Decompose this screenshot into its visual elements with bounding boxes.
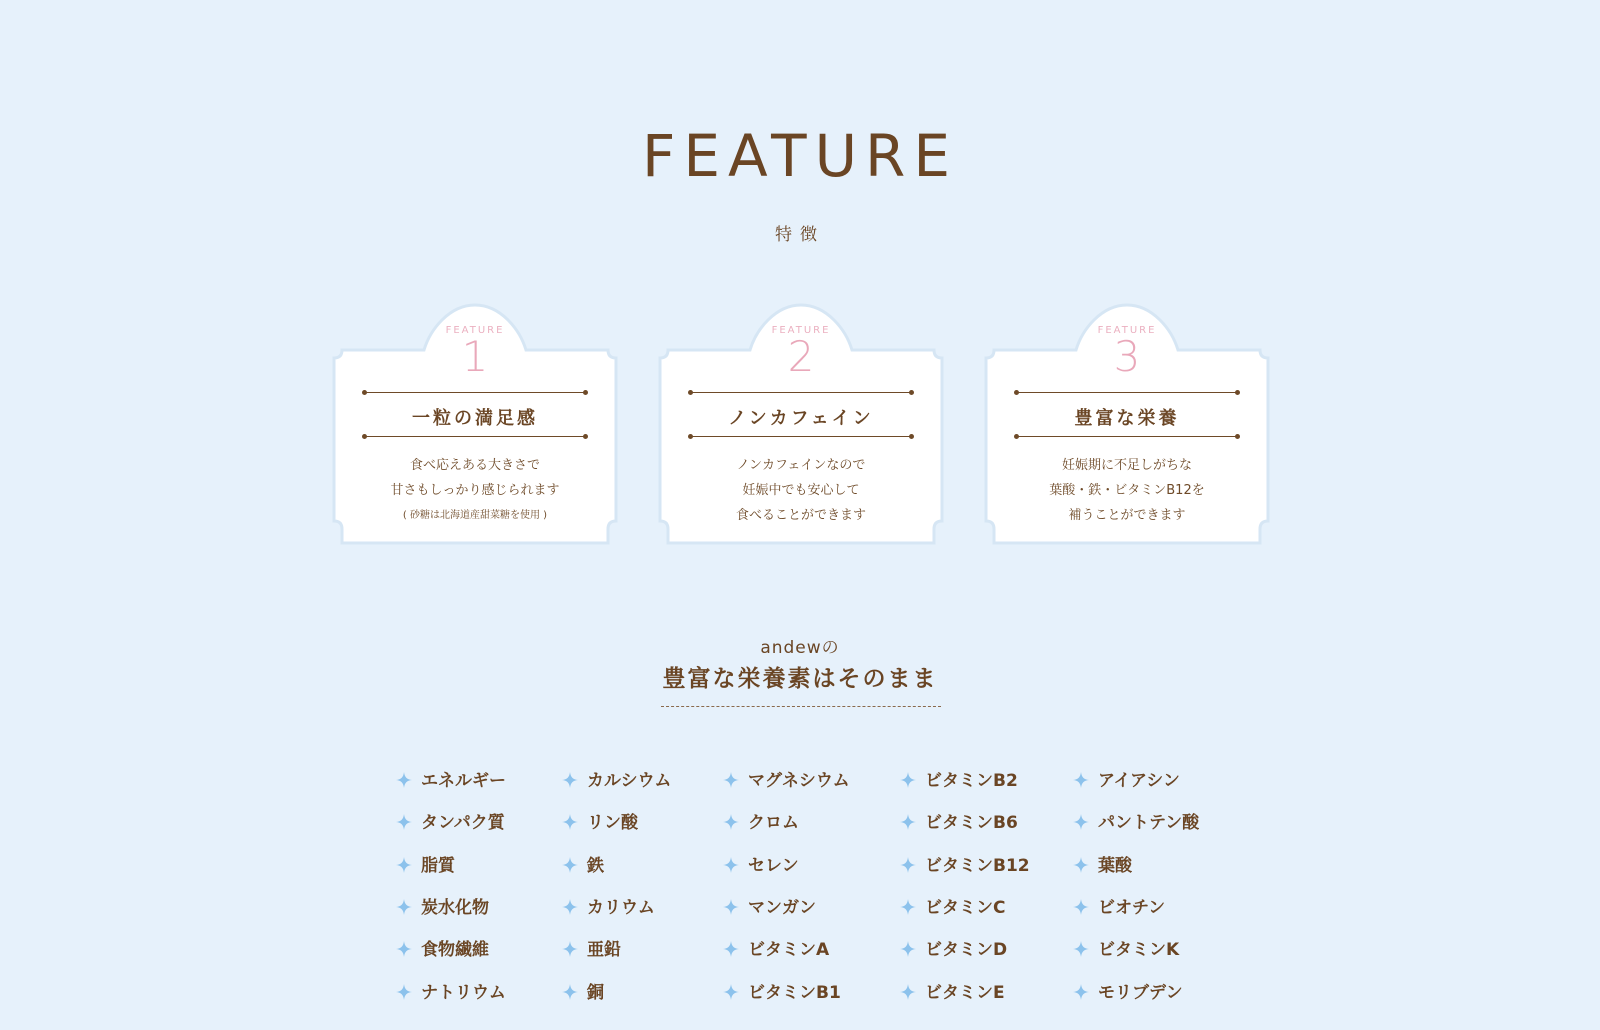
nutrient-item — [900, 896, 1005, 920]
feature-label: FEATURE — [771, 325, 831, 336]
nutrient-label: アイアシン — [1098, 771, 1180, 791]
nutrient-item — [396, 854, 455, 878]
nutrient-item — [723, 769, 850, 793]
nutrient-label: ビタミンK — [1098, 940, 1180, 960]
nutrient-item — [1073, 811, 1199, 835]
dashed-divider — [661, 706, 941, 707]
sparkle-icon — [900, 941, 916, 957]
description-line: 補うことができます — [1068, 508, 1186, 523]
nutrient-label: 亜鉛 — [587, 940, 621, 960]
sparkle-icon — [1073, 857, 1089, 873]
sparkle-icon — [396, 899, 412, 915]
sparkle-icon — [723, 772, 739, 788]
sparkle-icon — [562, 814, 578, 830]
sparkle-icon — [1073, 772, 1089, 788]
nutrient-label: ビタミンD — [925, 940, 1008, 960]
nutrition-heading: 豊富な栄養素はそのまま — [662, 666, 938, 692]
sparkle-icon — [396, 772, 412, 788]
feature-number: 2 — [787, 332, 815, 381]
sparkle-icon — [723, 814, 739, 830]
description-line: ノンカフェインなので — [736, 458, 866, 473]
description-line: 妊娠中でも安心して — [742, 483, 860, 498]
nutrient-item — [562, 769, 671, 793]
divider — [690, 436, 912, 437]
nutrient-item — [900, 854, 1030, 878]
nutrient-label: ビオチン — [1098, 898, 1166, 918]
sparkle-icon — [562, 772, 578, 788]
nutrient-label: 脂質 — [421, 856, 455, 876]
nutrient-item — [562, 981, 604, 1005]
feature-title: 豊富な栄養 — [1074, 408, 1180, 429]
feature-number: 3 — [1113, 332, 1141, 381]
nutrient-label: リン酸 — [587, 813, 638, 833]
nutrient-label: カルシウム — [587, 771, 672, 791]
sparkle-icon — [723, 941, 739, 957]
description-line: 食べ応えある大きさで — [409, 458, 540, 473]
sparkle-icon — [396, 984, 412, 1000]
nutrient-item — [1073, 938, 1179, 962]
sparkle-icon — [900, 772, 916, 788]
nutrient-item — [723, 938, 829, 962]
nutrient-item — [562, 896, 655, 920]
sparkle-icon — [900, 984, 916, 1000]
nutrient-item — [723, 854, 799, 878]
sparkle-icon — [900, 814, 916, 830]
nutrient-label: ビタミンC — [925, 898, 1006, 918]
nutrient-label: ナトリウム — [421, 983, 506, 1003]
nutrient-label: カリウム — [587, 898, 655, 918]
nutrient-label: クロム — [748, 813, 799, 833]
sparkle-icon — [723, 857, 739, 873]
nutrient-label: 食物繊維 — [421, 940, 489, 960]
description-line: 葉酸・鉄・ビタミンB12を — [1049, 483, 1205, 498]
sparkle-icon — [723, 984, 739, 1000]
section-subtitle: 特徴 — [775, 225, 825, 245]
nutrition-heading-small: andewの — [760, 638, 840, 658]
nutrient-item — [1073, 854, 1132, 878]
feature-description — [660, 453, 942, 528]
feature-label: FEATURE — [1097, 325, 1157, 336]
nutrient-item — [562, 854, 604, 878]
nutrient-label: 炭水化物 — [421, 898, 489, 918]
feature-description — [986, 453, 1268, 528]
nutrient-label: マグネシウム — [748, 771, 850, 791]
nutrient-label: ビタミンB1 — [748, 983, 841, 1003]
feature-number: 1 — [461, 332, 489, 381]
nutrient-label: 銅 — [587, 983, 604, 1003]
sparkle-icon — [562, 857, 578, 873]
nutrient-item — [723, 896, 816, 920]
nutrient-label: マンガン — [748, 898, 816, 918]
sparkle-icon — [1073, 941, 1089, 957]
nutrient-label: ビタミンB2 — [925, 771, 1018, 791]
nutrient-item — [723, 981, 841, 1005]
nutrient-item — [396, 769, 506, 793]
nutrient-label: ビタミンE — [925, 983, 1005, 1003]
nutrient-item — [396, 811, 505, 835]
description-line: 食べることができます — [735, 508, 866, 523]
sparkle-icon — [562, 941, 578, 957]
description-line: 甘さもしっかり感じられます — [390, 483, 560, 498]
nutrient-item — [396, 896, 489, 920]
sparkle-icon — [396, 857, 412, 873]
nutrient-item — [900, 769, 1018, 793]
nutrient-item — [900, 811, 1018, 835]
description-line: 妊娠期に不足しがちな — [1061, 458, 1192, 473]
feature-card-3 — [986, 305, 1268, 547]
section-title: FEATURE — [641, 122, 958, 190]
sparkle-icon — [723, 899, 739, 915]
divider — [1016, 436, 1238, 437]
nutrient-item — [562, 938, 621, 962]
nutrient-label: パントテン酸 — [1098, 813, 1200, 833]
nutrient-label: セレン — [748, 856, 799, 876]
nutrient-label: 鉄 — [587, 856, 604, 876]
sparkle-icon — [396, 941, 412, 957]
nutrient-item — [1073, 896, 1165, 920]
nutrient-item — [396, 938, 489, 962]
sparkle-icon — [396, 814, 412, 830]
divider — [1016, 392, 1238, 393]
nutrient-item — [900, 938, 1007, 962]
sparkle-icon — [1073, 984, 1089, 1000]
divider — [690, 392, 912, 393]
sparkle-icon — [1073, 814, 1089, 830]
sparkle-icon — [562, 984, 578, 1000]
nutrient-label: モリブデン — [1098, 983, 1183, 1003]
sparkle-icon — [1073, 899, 1089, 915]
feature-label: FEATURE — [445, 325, 505, 336]
feature-card-1 — [334, 305, 616, 547]
nutrient-label: エネルギー — [421, 771, 506, 791]
nutrient-item — [396, 981, 506, 1005]
nutrient-item — [1073, 769, 1180, 793]
description-note: ( 砂糖は北海道産甜菜糖を使用 ) — [402, 510, 548, 521]
feature-card-2 — [660, 305, 942, 547]
nutrient-label: ビタミンB12 — [925, 856, 1030, 876]
nutrient-label: ビタミンA — [748, 940, 830, 960]
divider — [364, 436, 586, 437]
feature-description — [334, 453, 616, 529]
nutrient-item — [1073, 981, 1183, 1005]
nutrient-label: タンパク質 — [421, 813, 505, 833]
nutrient-label: 葉酸 — [1098, 856, 1132, 876]
nutrient-item — [900, 981, 1005, 1005]
feature-title: 一粒の満足感 — [412, 408, 538, 429]
sparkle-icon — [900, 899, 916, 915]
nutrient-item — [723, 811, 799, 835]
sparkle-icon — [900, 857, 916, 873]
divider — [364, 392, 586, 393]
sparkle-icon — [562, 899, 578, 915]
nutrient-label: ビタミンB6 — [925, 813, 1018, 833]
feature-title: ノンカフェイン — [728, 408, 874, 429]
nutrient-item — [562, 811, 638, 835]
